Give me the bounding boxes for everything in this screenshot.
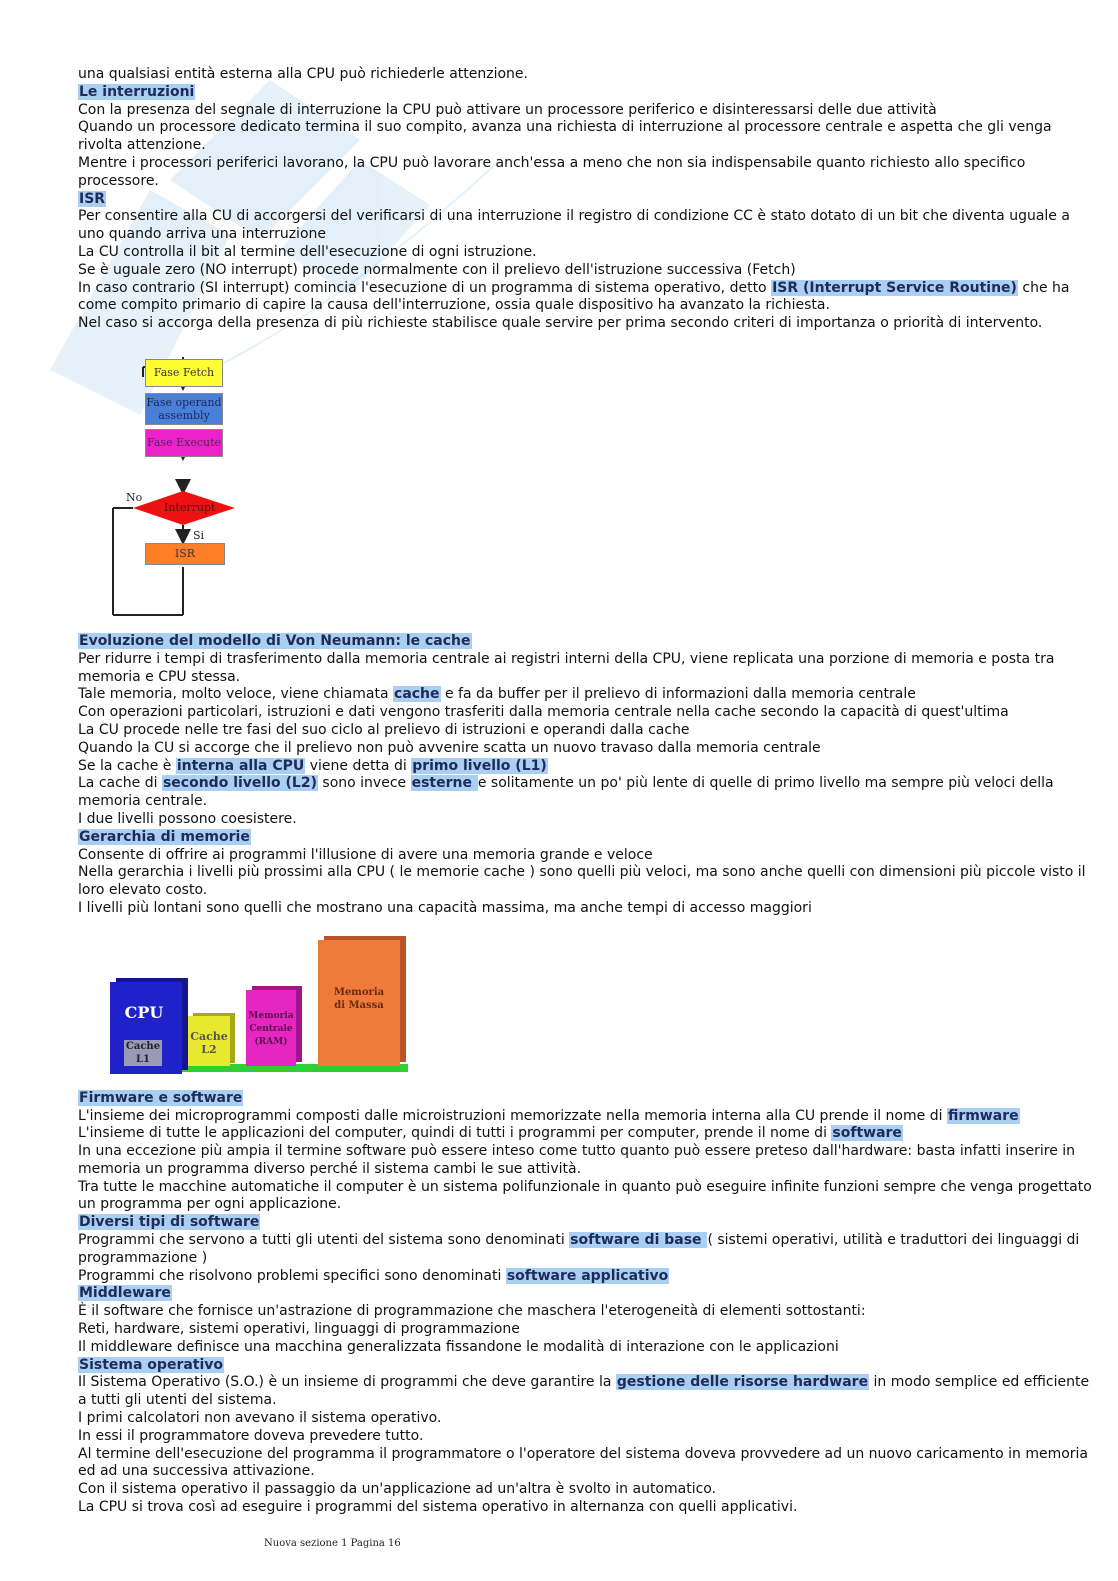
- highlight-isr: ISR (Interrupt Service Routine): [772, 279, 1017, 296]
- highlight-interna: interna alla CPU: [176, 757, 305, 774]
- highlight-risorse-hardware: gestione delle risorse hardware: [616, 1374, 869, 1391]
- paragraph: Programmi che servono a tutti gli utenti del sistema sono denominati software di base ( sistemi operativi, utilità e traduttori dei linguaggi di programmazione ): [78, 1232, 1080, 1266]
- paragraph: Con operazioni particolari, istruzioni e dati vengono trasferiti dalla memoria centrale nella cache secondo la capacità di quest'ultima: [78, 704, 1009, 721]
- heading-sistema-operativo: Sistema operativo: [79, 1356, 224, 1373]
- operand-box: Fase operand assembly: [145, 393, 223, 425]
- intro-text: una qualsiasi entità esterna alla CPU può richiederle attenzione.: [78, 66, 528, 82]
- cache-l1-label: Cache L1: [125, 1040, 161, 1065]
- paragraph: Quando un processore dedicato termina il suo compito, avanza una richiesta di interruzione al processore centrale e aspetta che gli venga rivolta attenzione.: [78, 119, 1052, 154]
- highlight-cache: cache: [394, 686, 440, 703]
- paragraph: Mentre i processori periferici lavorano, la CPU può lavorare anch'essa a meno che non sia indispensabile quanto richiesto allo specifico processore.: [78, 154, 1026, 189]
- cache-l2-label: Cache L2: [190, 1029, 228, 1056]
- highlight-l2: secondo livello (L2): [162, 775, 317, 792]
- paragraph: Consente di offrire ai programmi l'illusione di avere una memoria grande e veloce: [78, 846, 653, 863]
- highlight-esterne: esterne: [411, 775, 477, 792]
- paragraph: Nella gerarchia i livelli più prossimi alla CPU ( le memorie cache ) sono quelli più veloci, ma sono anche quelli con dimensioni più piccole visto il loro elevato costo.: [78, 864, 1086, 899]
- paragraph: Quando la CU si accorge che il prelievo non può avvenire scatta un nuovo travaso dalla memoria centrale: [78, 739, 821, 756]
- heading-tipi-software: Diversi tipi di software: [79, 1214, 260, 1231]
- heading-interruzioni: Le interruzioni: [79, 83, 195, 100]
- paragraph: La CPU si trova così ad eseguire i programmi del sistema operativo in alternanza con quelli applicativi.: [78, 1499, 798, 1516]
- paragraph: La CU controlla il bit al termine dell'esecuzione di ogni istruzione.: [78, 243, 537, 260]
- paragraph: Reti, hardware, sistemi operativi, linguaggi di programmazione: [78, 1321, 520, 1338]
- si-label: Si: [193, 528, 205, 542]
- paragraph: Se è uguale zero (NO interrupt) procede normalmente con il prelievo dell'istruzione successiva (Fetch): [78, 261, 796, 278]
- paragraph: Se la cache è interna alla CPU viene detta di primo livello (L1): [78, 757, 547, 774]
- paragraph: I primi calcolatori non avevano il sistema operativo.: [78, 1410, 442, 1427]
- paragraph: Per ridurre i tempi di trasferimento dalla memoria centrale ai registri interni della CPU, viene replicata una porzione di memoria e posta tra memoria e CPU stessa.: [78, 650, 1055, 685]
- paragraph: Programmi che risolvono problemi specifici sono denominati software applicativo: [78, 1267, 669, 1284]
- interrupt-label: Interrupt: [164, 500, 216, 514]
- paragraph: I due livelli possono coesistere.: [78, 810, 297, 827]
- highlight-firmware: firmware: [947, 1107, 1019, 1124]
- memory-hierarchy-figure: [78, 918, 1100, 1090]
- highlight-software-base: software di base: [570, 1232, 707, 1249]
- fetch-box: Fase Fetch: [145, 359, 223, 387]
- interrupt-flowchart: [78, 333, 1100, 633]
- cpu-label: CPU: [124, 1002, 164, 1022]
- paragraph: È il software che fornisce un'astrazione di programmazione che maschera l'eterogeneità di elementi sottostanti:: [78, 1303, 866, 1320]
- heading-isr: ISR: [79, 190, 106, 207]
- paragraph: I livelli più lontani sono quelli che mostrano una capacità massima, ma anche tempi di accesso maggiori: [78, 899, 812, 916]
- massa-label: Memoria di Massa: [333, 986, 385, 1011]
- heading-gerarchia: Gerarchia di memorie: [79, 828, 250, 845]
- paragraph: Tra tutte le macchine automatiche il computer è un sistema polifunzionale in quanto può eseguire infinite funzioni sempre che venga progettato un programma per ogni applicazione.: [78, 1178, 1092, 1213]
- paragraph: Con la presenza del segnale di interruzione la CPU può attivare un processore periferico e disinteressarsi delle due attività: [78, 101, 937, 118]
- no-label: No: [126, 490, 143, 504]
- paragraph: Con il sistema operativo il passaggio da un'applicazione ad un'altra è svolto in automatico.: [78, 1481, 717, 1498]
- ram-label: Memoria Centrale (RAM): [248, 1010, 294, 1047]
- paragraph: La CU procede nelle tre fasi del suo ciclo al prelievo di istruzioni e operandi dalla cache: [78, 721, 690, 738]
- paragraph: Nel caso si accorga della presenza di più richieste stabilisce quale servire per prima secondo criteri di importanza o priorità di intervento.: [78, 315, 1043, 332]
- heading-firmware: Firmware e software: [79, 1089, 243, 1106]
- isr-box: ISR: [145, 543, 225, 565]
- heading-cache: Evoluzione del modello di Von Neumann: le cache: [79, 632, 471, 649]
- page-footer: Nuova sezione 1 Pagina 16: [264, 1538, 401, 1549]
- paragraph: In una eccezione più ampia il termine software può essere inteso come tutto quanto può essere preteso dall'hardware: basta infatti inserire in memoria un programma diverso perché il sistema cambi le sue attività.: [78, 1143, 1076, 1177]
- paragraph: La cache di secondo livello (L2) sono invece esterne e solitamente un po' più lente di quelle di primo livello ma sempre più veloci della memoria centrale.: [78, 775, 1054, 810]
- execute-box: Fase Execute: [145, 429, 223, 457]
- highlight-l1: primo livello (L1): [412, 757, 547, 774]
- paragraph: Il Sistema Operativo (S.O.) è un insieme di programmi che deve garantire la gestione delle risorse hardware in modo semplice ed efficiente a tutti gli utenti del sistema.: [78, 1374, 1090, 1409]
- paragraph: Tale memoria, molto veloce, viene chiamata cache e fa da buffer per il prelievo di informazioni dalla memoria centrale: [78, 686, 916, 703]
- highlight-software: software: [832, 1125, 902, 1142]
- paragraph: L'insieme dei microprogrammi composti dalle microistruzioni memorizzate nella memoria interna alla CU prende il nome di firmware: [78, 1107, 1019, 1124]
- page-content: [78, 66, 1100, 1517]
- paragraph: In caso contrario (SI interrupt) comincia l'esecuzione di un programma di sistema operativo, detto ISR (Interrupt Service Routine) che ha come compito primario di capire la causa dell'interruzione, ossia quale dispositivo ha avanzato la richiesta.: [78, 279, 1070, 314]
- heading-middleware: Middleware: [79, 1285, 171, 1302]
- paragraph: Al termine dell'esecuzione del programma il programmatore o l'operatore del sistema doveva provvedere ad un nuovo caricamento in memoria ed ad una successiva attivazione.: [78, 1445, 1089, 1480]
- paragraph: L'insieme di tutte le applicazioni del computer, quindi di tutti i programmi per computer, prende il nome di software: [78, 1125, 902, 1142]
- paragraph: Il middleware definisce una macchina generalizzata fissandone le modalità di interazione con le applicazioni: [78, 1338, 839, 1355]
- highlight-software-applicativo: software applicativo: [506, 1267, 669, 1284]
- paragraph: In essi il programmatore doveva prevedere tutto.: [78, 1427, 424, 1444]
- paragraph: Per consentire alla CU di accorgersi del verificarsi di una interruzione il registro di condizione CC è stato dotato di un bit che diventa uguale a uno quando arriva una interruzione: [78, 208, 1070, 243]
